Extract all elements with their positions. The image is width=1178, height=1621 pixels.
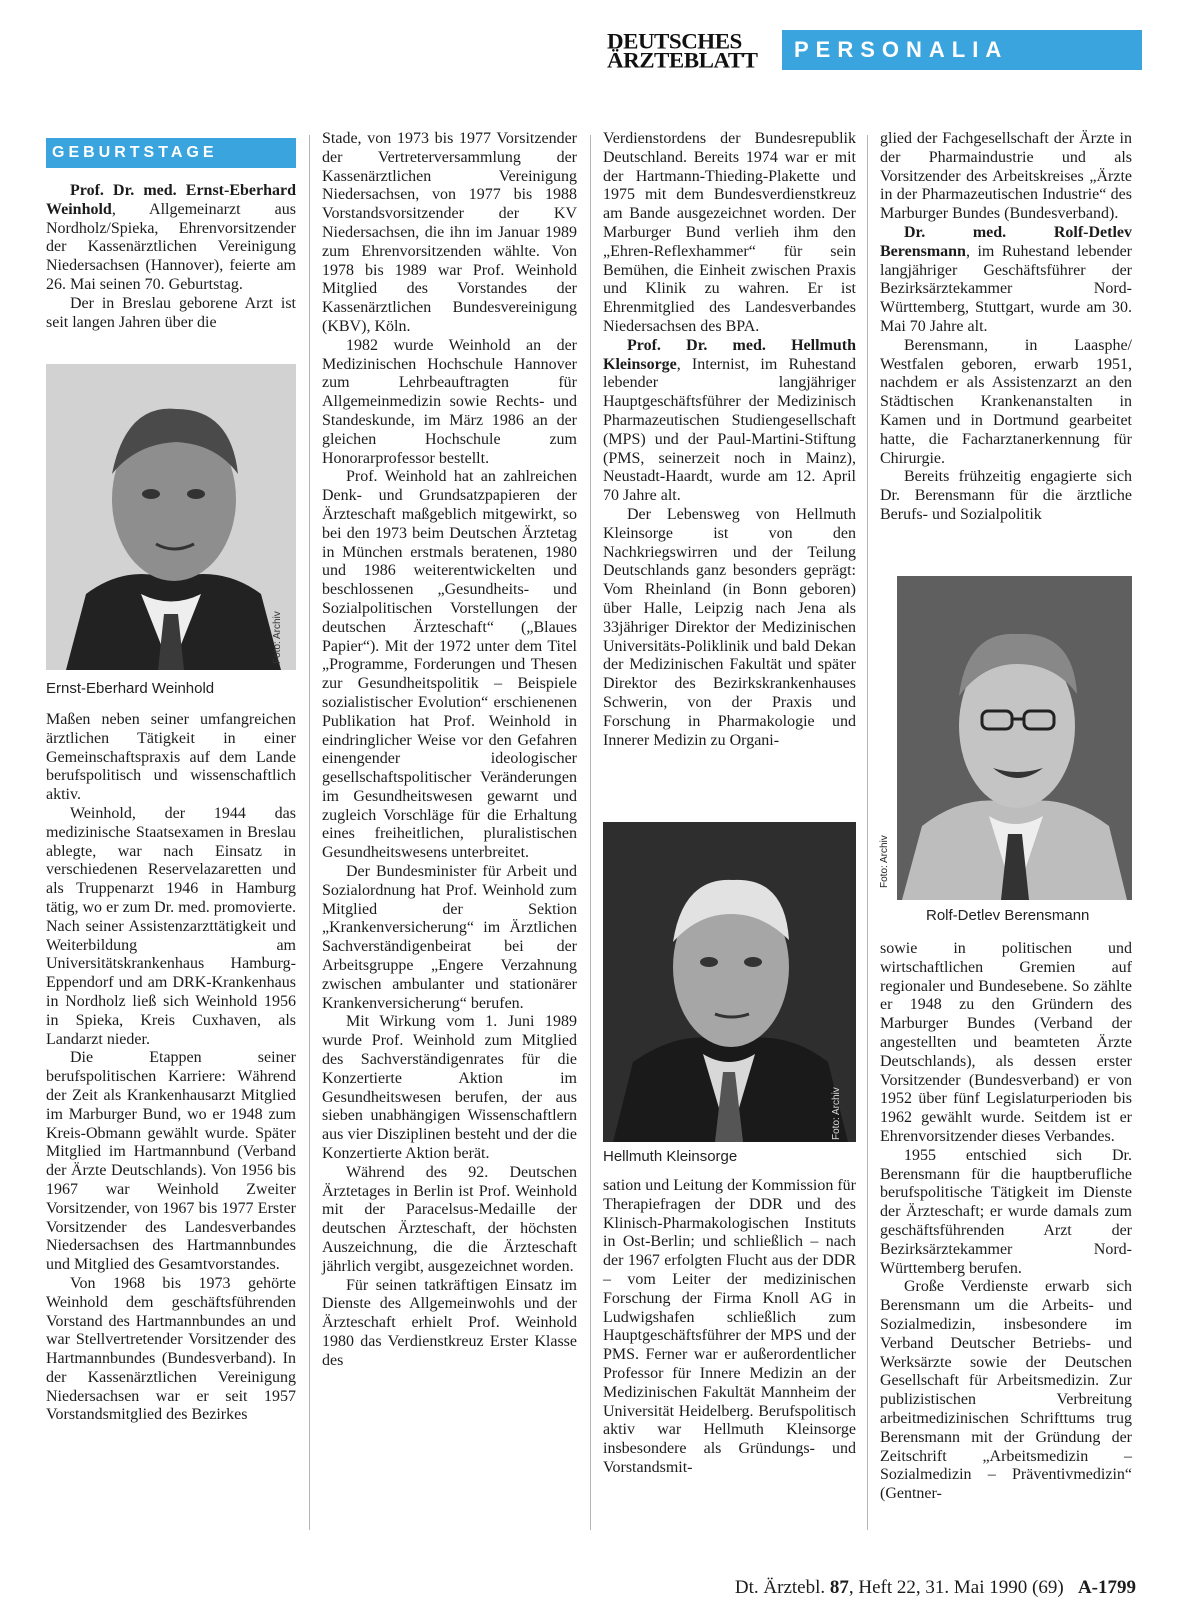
logo-line-2: ÄRZTEBLATT [607, 48, 758, 73]
paragraph: Prof. Weinhold hat an zahlreichen Denk- und Grundsatzpapieren der Ärzteschaft maßgeblich mitgewirkt, so bei den 1973 beim Deutschen Ärztetag in München erstmals beratenen, 1980 und 1986 weiterentwickelten und beschlossenen „Gesundheits- und Sozialpolitischen Vorstellungen der deutschen Ärzteschaft“ („Blaues Papier“). Mit der 1972 unter dem Titel „Programme, Forderungen und Thesen zur Gesundheitspolitik – Beispiele sozialistischer Evolution“ erschienenen Publikation hat Prof. Weinhold in eindringlicher Weise vor den Gefahren einengender ideologischer gesellschaftspolitischer Veränderungen im Gesundheitswesen gewarnt und zugleich Vorschläge für die Erhaltung eines freiheitlichen, pluralistischen Gesundheitswesens unterbreitet. [322, 468, 577, 862]
paragraph: Stade, von 1973 bis 1977 Vorsitzender der Vertreterversammlung der Kassenärztlichen Vereinigung Niedersachsen, von 1977 bis 1988 Vorstandsvorsitzender der KV Niedersachsen, die ihn im Januar 1989 zum Ehrenvorsitzenden wählte. Von 1978 bis 1989 war Prof. Weinhold Mitglied des Vorstandes der Kassenärztlichen Bundesvereinigung (KBV), Köln. [322, 130, 577, 335]
masthead [607, 29, 1142, 73]
photo-credit: Foto: Archiv [272, 611, 283, 664]
paragraph: Der Lebensweg von Hellmuth Kleinsorge ist von den Nachkriegswirren und der Teilung Deutschlands ganz besonders geprägt: Vom Rheinland (in Bonn geboren) über Halle, Leipzig nach Jena als 33jähriger Direktor der Medizinischen Universitäts-Poliklinik und bald Dekan der Medizinischen Fakultät und später Direktor des Bezirkskrankenhauses Schwerin, von der Praxis und Forschung in Pharmakologie und Innerer Medizin zu Organi- [603, 505, 856, 749]
paragraph: Maßen neben seiner umfangreichen ärztlichen Tätigkeit in einer Gemeinschaftspraxis auf dem Lande berufspolitisch und wissenschaftlich aktiv. [46, 711, 296, 804]
paragraph: Für seinen tatkräftigen Einsatz im Dienste des Allgemeinwohls und der Ärzteschaft erhielt Prof. Weinhold 1980 das Verdienstkreuz Erster Klasse des [322, 1276, 577, 1369]
portrait-photo-berensmann [879, 576, 1132, 900]
paragraph: Verdienstordens der Bundesrepublik Deutschland. Bereits 1974 war er mit der Hartmann-Thieding-Plakette und 1975 mit dem Bundesverdienstkreuz am Bande ausgezeichnet worden. Der Marburger Bund verlieh ihm den „Ehren-Reflexhammer“ für sein Bemühen, die Einheit zwischen Praxis und Klinik zu wahren. Er ist Ehrenmitglied des Landesverbandes Niedersachsen des BPA. [603, 130, 856, 335]
paragraph [603, 337, 856, 506]
paragraph: Mit Wirkung vom 1. Juni 1989 wurde Prof. Weinhold zum Mitglied des Sachverständigenrates für die Konzertierte Aktion im Gesundheitswesen berufen, der aus sieben unabhängigen Wissenschaftlern aus vier Disziplinen besteht und der die Konzertierte Aktion berät. [322, 1013, 577, 1163]
portrait-kleinsorge-image [603, 822, 856, 1142]
column-1-bottom [46, 711, 296, 1425]
section-tag-geburtstage: GEBURTSTAGE [46, 138, 296, 168]
footer-volume: 87 [829, 1577, 849, 1598]
column-2 [322, 130, 577, 1371]
photo-credit: Foto: Archiv [831, 1087, 842, 1140]
column-4-top [880, 130, 1132, 525]
person-name: Prof. Dr. med. Hellmuth Kleinsorge [603, 336, 856, 373]
column-rule [867, 135, 868, 1530]
column-rule [590, 135, 591, 1530]
column-1-top [46, 182, 296, 332]
photo-caption: Ernst-Eberhard Weinhold [46, 680, 215, 697]
person-name: Dr. med. Rolf-Detlev Berensmann [880, 223, 1132, 260]
logo-line-1: DEUTSCHES [607, 29, 742, 54]
paragraph: Der in Breslau geborene Arzt ist seit langen Jahren über die [46, 294, 296, 331]
photo-caption: Hellmuth Kleinsorge [603, 1148, 738, 1165]
paragraph: Weinhold, der 1944 das medizinische Staatsexamen in Breslau ablegte, war nach Einsatz in verschiedenen Reservelazaretten und als Truppenarzt 1946 in Hamburg tätig, wo er zum Dr. med. promovierte. Nach seiner Assistenzarzttätigkeit und Weiterbildung am Universitätskrankenhaus Hamburg-Eppendorf und am DRK-Krankenhaus in Nordholz ließ sich Weinhold 1956 in Spieka, Kreis Cuxhaven, als Landarzt nieder. [46, 804, 296, 1048]
paragraph: Bereits frühzeitig engagierte sich Dr. Berensmann für die ärztliche Berufs- und Sozialpolitik [880, 468, 1132, 523]
paragraph: sation und Leitung der Kommission für Therapiefragen der DDR und des Klinisch-Pharmakologischen Instituts in Ost-Berlin; und schließlich – nach der 1967 erfolgten Flucht aus der DDR – vom Leiter der medizinischen Forschung der Firma Knoll AG in Ludwigshafen schließlich zum Hauptgeschäftsführer der MPS und der PMS. Ferner war er außerordentlicher Professor für Innere Medizin an der Medizinischen Fakultät Mannheim der Universität Heidelberg. Berufspolitisch aktiv war Hellmuth Kleinsorge insbesondere als Gründungs- und Vorstandsmit- [603, 1177, 856, 1476]
footer-journal: Dt. Ärztebl. [734, 1577, 826, 1598]
paragraph: sowie in politischen und wirtschaftlichen Gremien auf regionaler und Bundesebene. So zählte er 1948 zu den Gründern des Marburger Bundes (Verband der angestellten und beamteten Ärzte Deutschlands), als dessen erster Vorsitzender (Bundesverband) er von 1952 über fünf Legislaturperioden bis 1962 gewählt wurde. Seitdem ist er Ehrenvorsitzender dieses Verbandes. [880, 940, 1132, 1145]
portrait-weinhold-image [46, 364, 296, 670]
paragraph: glied der Fachgesellschaft der Ärzte in der Pharmaindustrie und als Vorsitzender des Arbeitskreises „Ärzte in der Pharmazeutischen Industrie“ des Marburger Bundes (Bundesverband). [880, 130, 1132, 223]
paragraph: 1982 wurde Weinhold an der Medizinischen Hochschule Hannover zum Lehrbeauftragten für Allgemeinmedizin sowie Rechts- und Standeskunde, im März 1986 an der gleichen Hochschule zum Honorarprofessor bestellt. [322, 336, 577, 467]
column-rule [309, 135, 310, 1530]
paragraph: Von 1968 bis 1973 gehörte Weinhold dem geschäftsführenden Vorstand des Hartmannbundes an und war Stellvertretender Vorsitzender des Hartmannbundes (Bundesverband). In der Kassenärztlichen Vereinigung Niedersachsen war er seit 1957 Vorstandsmitglied des Bezirkes [46, 1274, 296, 1424]
photo-credit: Foto: Archiv [879, 835, 890, 888]
column-3-bottom [603, 1177, 856, 1478]
paragraph: Die Etappen seiner berufspolitischen Karriere: Während der Zeit als Krankenhausarzt Mitglied im Marburger Bund, wo er 1948 zum Kreis-Obmann gewählt wurde. Später Mitglied im Hartmannbund (Verband der Ärzte Deutschlands). Von 1956 bis 1967 war Weinhold Zweiter Vorsitzender, von 1967 bis 1977 Erster Vorsitzender des Landesverbandes Niedersachsen des Hartmannbundes und Mitglied des Gesamtvorstandes. [46, 1049, 296, 1274]
page-footer [735, 1577, 1136, 1599]
column-4-bottom [880, 940, 1132, 1504]
portrait-photo-kleinsorge [603, 822, 856, 1142]
paragraph: 1955 entschied sich Dr. Berensmann für die hauptberufliche berufspolitische Tätigkeit im Dienste der Ärzteschaft; er wurde damals zum geschäftsführenden Arzt der Bezirksärztekammer Nord-Württemberg berufen. [880, 1146, 1132, 1277]
paragraph-text: , Internist, im Ruhestand lebender langjähriger Hauptgeschäftsführer der Medizinisch Pharmazeutischen Studiengesellschaft (MPS) und der Paul-Martini-Stiftung (PMS, seinerzeit noch in Mainz), Neustadt-Haardt, wurde am 12. April 70 Jahre alt. [603, 355, 856, 505]
paragraph-text: , Allgemeinarzt aus Nordholz/Spieka, Ehrenvorsitzender der Kassenärztlichen Vereinigung Niedersachsen (Hannover), feierte am 26. Mai seinen 70. Geburtstag. [46, 200, 296, 293]
paragraph: Der Bundesminister für Arbeit und Sozialordnung hat Prof. Weinhold zum Mitglied der Sektion „Krankenversicherung“ im Ärztlichen Sachverständigenbeirat bei der Arbeitsgruppe „Engere Verzahnung zwischen ambulanter und stationärer Krankenversicherung“ berufen. [322, 863, 577, 1012]
paragraph: Während des 92. Deutschen Ärztetages in Berlin ist Prof. Weinhold mit der Paracelsus-Medaille der deutschen Ärzteschaft, der höchsten Auszeichnung, die die Ärzteschaft jährlich vergibt, ausgezeichnet worden. [322, 1163, 577, 1275]
paragraph-text: , im Ruhestand lebender langjähriger Geschäftsführer der Bezirksärztekammer Nord-Württemberg, Stuttgart, wurde am 30. Mai 70 Jahre alt. [880, 242, 1132, 335]
paragraph [880, 224, 1132, 337]
footer-page-number: A-1799 [1077, 1577, 1136, 1598]
paragraph: Große Verdienste erwarb sich Berensmann um die Arbeits- und Sozialmedizin, insbesondere im Verband Deutscher Betriebs- und Werksärzte sowie der Deutschen Gesellschaft für Arbeitsmedizin. Zur publizistischen Verbreitung arbeitmedizinischen Schrifttums trug Berensmann mit der Gründung der Zeitschrift „Arbeitsmedizin – Sozialmedizin – Präventivmedizin“ (Gentner- [880, 1278, 1132, 1503]
paragraph: Berensmann, in Laasphe/ Westfalen geboren, erwarb 1951, nachdem er als Assistenzarzt an den Städtischen Krankenanstalten in Kamen und in Dortmund gearbeitet hatte, die Facharztanerkennung für Chirurgie. [880, 336, 1132, 467]
photo-caption: Rolf-Detlev Berensmann [926, 907, 1090, 924]
portrait-berensmann-image [897, 576, 1132, 900]
section-title: PERSONALIA [782, 30, 1142, 70]
paragraph [46, 182, 296, 295]
journal-logo [607, 29, 777, 73]
footer-issue: , Heft 22, 31. Mai 1990 (69) [848, 1577, 1064, 1598]
column-3-top [603, 130, 856, 750]
portrait-photo-weinhold [46, 364, 296, 670]
person-name: Prof. Dr. med. Ernst-Eberhard Weinhold [46, 182, 296, 218]
